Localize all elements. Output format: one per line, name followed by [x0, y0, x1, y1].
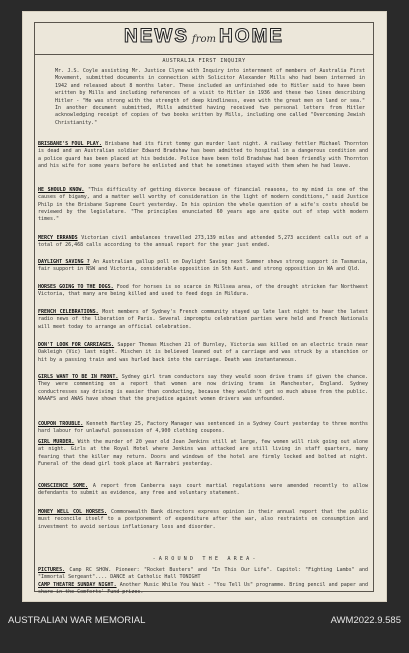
news-item — [38, 259, 368, 274]
news-item-heading: FRENCH CELEBRATIONS. — [38, 309, 99, 315]
news-item-heading: MERCY ERRANDS — [38, 235, 78, 241]
news-item — [38, 439, 368, 468]
news-item — [38, 309, 368, 331]
news-item — [38, 141, 368, 170]
news-item-text: With the murder of 20 year old Joan Jenkins still at large, few women will risk going out alone at night. Girls at the Royal Hotel where Jenkins was attacked are still living in staff quarters, many fearing that the killer may return. Doors and windows of the hotel are firmly locked and bolted at night. Funeral of the dead girl took place at Narrabri yesterday. — [38, 439, 369, 467]
news-item-heading: MONEY WELL COL HORSES. — [38, 509, 108, 515]
news-item-text: Kenneth Hartley 25, Factory Manager was sentenced in a Sydney Court yesterday to three months hard labour for unlawful possession of 4,900 clothing coupons. — [38, 421, 369, 435]
news-item-text: Sydney girl tram conductors say they would soon drive trams if given the chance. They were commenting on a report that women are now driving trams in Manchester, England. Sydney conductresses say driving is easier than conducting, because they wouldn't get so much abuse from the public. WAAAFS and AWAS have shown that the prejudice against women drivers was unfounded. — [38, 374, 368, 402]
newsletter-page — [22, 11, 387, 602]
news-item-text: Sapper Thomas Mischen 21 of Burnley, Victoria was killed on an electric train near Oakleigh (Vic) last night. Mischen it is believed leaned out of a carriage and was struck by a stanchion or hit by a passing train and was hurled back into the carriage. Death was instantaneous. — [38, 342, 368, 363]
area-item — [38, 582, 368, 597]
archive-name: AUSTRALIAN WAR MEMORIAL — [8, 615, 146, 626]
news-item-heading: GIRL MURDER. — [38, 439, 75, 445]
around-the-area-heading: - A R O U N D T H E A R E A - — [152, 556, 256, 562]
news-item-text: An Australian gallup poll on Daylight Saving next Summer shows strong support in Tasmania, fair support in NSW and Victoria, considerable opposition in Sth Aust. and strong opposition in WA and Qld. — [38, 259, 368, 273]
news-item-heading: HORSES GOING TO THE DOGS. — [38, 284, 114, 290]
news-item-text: Food for horses is so scarce in Millsea area, of the drought stricken far Northwest Victoria, that many are being killed and used to feed dogs in Mildura. — [38, 284, 368, 298]
news-item-heading: DON'T LOOK FOR CARRIAGES. — [38, 342, 115, 348]
archive-reference: AWM2022.9.585 — [330, 615, 401, 626]
masthead-from: from — [192, 34, 216, 45]
news-item-heading: GIRLS WANT TO BE IN FRONT. — [38, 374, 119, 380]
news-item — [38, 342, 368, 364]
page-border — [34, 22, 374, 596]
news-item-text: Victorian civil ambulances travelled 273,139 miles and attended 5,273 accident calls out of a total of 26,468 calls according to the annual report for the year just ended. — [38, 235, 369, 249]
news-item — [38, 509, 368, 531]
masthead-divider — [35, 54, 373, 55]
news-item-heading: BRISBANE'S FOUL PLAY. — [38, 141, 102, 147]
area-item — [38, 567, 368, 582]
archive-caption-bar — [0, 606, 409, 653]
area-item-text: Camp RC SHOW. Pioneer: "Rocket Busters" and "In This Our Life". Capitol: "Fighting Lambs" and "Immortal Sergeant".... DANCE at Catholic Hall TONIGHT — [38, 567, 368, 581]
news-item-text: "This difficulty of getting divorce because of financial reasons, to my mind is one of the causes of bigamy, and a matter well worthy of consideration in the light of modern conditions," said Justice Philp in the Brisbane Supreme Court yesterday. In his opinion the whole question of a wife's costs should be reviewed by the legislature. "The principles enunciated 60 years ago are quite out of step with modern times." — [38, 187, 369, 223]
masthead-home: HOME — [218, 26, 284, 47]
news-item — [38, 374, 368, 403]
news-item-text: Most members of Sydney's French community stayed up late last night to hear the latest radio news of the liberation of Paris. Several impromptu celebration parties were held and French Nationals will meet today to arrange an official celebration. — [38, 309, 368, 330]
news-item — [38, 284, 368, 299]
area-item-heading: PICTURES. — [38, 567, 66, 573]
news-item — [38, 235, 368, 250]
area-item-heading: CAMP THEATRE SUNDAY NIGHT. — [38, 582, 117, 588]
lead-title: AUSTRALIA FIRST INQUIRY — [162, 58, 246, 64]
news-item — [38, 483, 368, 498]
news-item — [38, 187, 368, 223]
news-item — [38, 421, 368, 436]
area-item-text: Another Music While You Wait - "You Tell Us" programme. Bring pencil and paper and share in the Comforts' Fund prizes. — [38, 582, 368, 596]
news-item-heading: CONSCIENCE SOME. — [38, 483, 89, 489]
masthead-news: NEWS — [124, 26, 189, 47]
news-item-heading: COUPON TROUBLE. — [38, 421, 84, 427]
news-item-text: Commonwealth Bank directors express opinion in their annual report that the public must reconcile itself to a postponement of expenditure after the war, also restraints on consumption and investment to avoid serious inflationary loss and disorder. — [38, 509, 368, 530]
news-item-text: Brisbane had its first tommy gun murder last night. A railway fettler Michael Thornton is dead and an Australian soldier Edward Bradshaw has been admitted to hospital in a dangerous condition and a police guard has been placed at his bedside. Police have been told Bradshaw had been friendly with Thornton and his wife for some years before he enlisted and that he sometimes stayed with them when he had leave. — [38, 141, 368, 169]
news-item-heading: DAYLIGHT SAVING ? — [38, 259, 90, 265]
news-item-text: A report from Canberra says court martial regulations were amended recently to allow defendants to submit as evidence, any free and voluntary statement. — [38, 483, 369, 497]
masthead — [35, 26, 373, 54]
lead-body: Mr. J.S. Coyle assisting Mr. Justice Clyne with Inquiry into internment of members of Australia First Movement, submitted documents in connection with Solicitor Alexander Mills who had been interned in 1942 and released about 8 months later. These included an unfinished ode to Hitler said to have been written by Mills and including references of a visit to Hitler in 1936 and these two lines describing Hitler - "He was strong with the strength of deep kindliness, even with the great men on land or sea." In another document submitted, Mills admitted having received two personal letters from Hitler acknowledging receipt of copies of two books written by Mills, including one called "Overcoming Jewish Christianity." — [55, 68, 365, 126]
news-item-heading: HE SHOULD KNOW. — [38, 187, 85, 193]
